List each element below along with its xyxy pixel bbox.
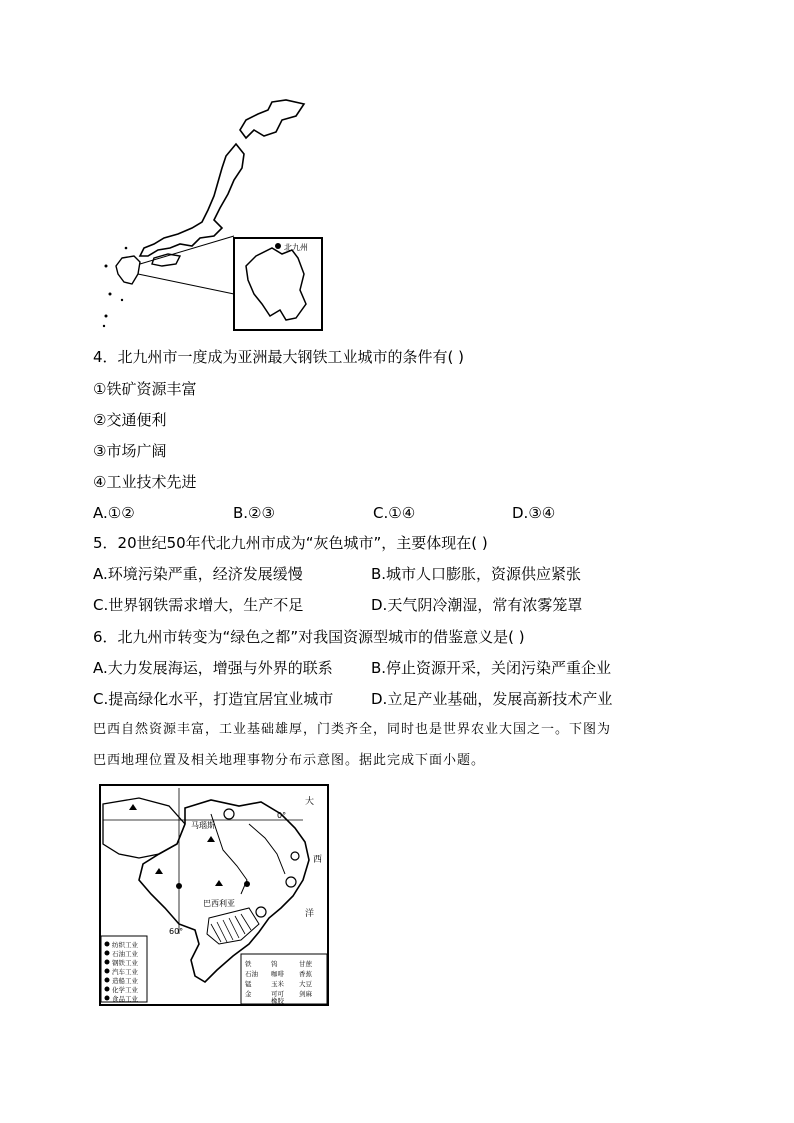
svg-text:橡胶: 橡胶 — [271, 997, 284, 1005]
label-ocean-1: 大 — [305, 797, 315, 807]
q4-option-d[interactable]: D.③④ — [512, 504, 556, 522]
q4-statement-3: ③市场广阔 — [93, 442, 167, 460]
q6-option-c[interactable]: C.提高绿化水平，打造宜居宜业城市 — [93, 690, 334, 708]
svg-text:纺织工业: 纺织工业 — [112, 941, 138, 949]
q6-question: 6．北九州市转变为“绿色之都”对我国资源型城市的借鉴意义是( ) — [93, 628, 525, 646]
svg-text:石油: 石油 — [245, 970, 258, 978]
q6-option-b[interactable]: B.停止资源开采，关闭污染严重企业 — [371, 659, 612, 677]
q5-question: 5．20世纪50年代北九州市成为“灰色城市”，主要体现在( ) — [93, 534, 488, 552]
svg-text:锰: 锰 — [245, 980, 252, 988]
q4-option-b[interactable]: B.②③ — [233, 504, 275, 522]
q4-statement-2: ②交通便利 — [93, 411, 167, 429]
q5-option-a[interactable]: A.环境污染严重，经济发展缓慢 — [93, 565, 303, 583]
svg-text:石油工业: 石油工业 — [112, 950, 138, 958]
kyushu-outline — [116, 256, 140, 284]
japan-map — [96, 98, 328, 334]
svg-text:香蕉: 香蕉 — [299, 970, 312, 978]
svg-text:剑麻: 剑麻 — [299, 990, 312, 998]
legend-resources — [241, 954, 327, 1005]
q6-option-a[interactable]: A.大力发展海运，增强与外界的联系 — [93, 659, 333, 677]
q4-statement-1: ①铁矿资源丰富 — [93, 380, 197, 398]
svg-text:钢铁工业: 钢铁工业 — [112, 959, 138, 967]
label-meridian: 60° — [169, 927, 184, 936]
legend-industries — [101, 936, 147, 1003]
svg-text:汽车工业: 汽车工业 — [112, 968, 138, 976]
svg-text:甘蔗: 甘蔗 — [299, 960, 312, 968]
q4-option-a[interactable]: A.①② — [93, 504, 135, 522]
hokkaido-outline — [240, 100, 304, 138]
brazil-intro-line-1: 巴西自然资源丰富，工业基础雄厚，门类齐全，同时也是世界农业大国之一。下图为 — [93, 722, 612, 737]
label-equator: 0° — [277, 811, 287, 820]
q6-option-d[interactable]: D.立足产业基础，发展高新技术产业 — [371, 690, 613, 708]
q5-option-d[interactable]: D.天气阴冷潮湿，常有浓雾笼罩 — [371, 596, 583, 614]
svg-text:钨: 钨 — [271, 960, 278, 968]
q5-option-b[interactable]: B.城市人口膨胀，资源供应紧张 — [371, 565, 582, 583]
brazil-intro-line-2: 巴西地理位置及相关地理事物分布示意图。据此完成下面小题。 — [93, 753, 486, 768]
q5-option-c[interactable]: C.世界钢铁需求增大，生产不足 — [93, 596, 304, 614]
svg-text:咖啡: 咖啡 — [271, 970, 284, 978]
svg-text:大豆: 大豆 — [299, 980, 312, 988]
q4-statement-4: ④工业技术先进 — [93, 473, 197, 491]
label-brasilia: 巴西利亚 — [203, 899, 235, 908]
q4-option-c[interactable]: C.①④ — [373, 504, 416, 522]
kitakyushu-marker — [275, 243, 281, 249]
q4-question: 4．北九州市一度成为亚洲最大钢铁工业城市的条件有( ) — [93, 348, 465, 366]
svg-text:化学工业: 化学工业 — [112, 986, 138, 994]
label-ocean-3: 洋 — [305, 909, 315, 919]
svg-text:造船工业: 造船工业 — [112, 977, 138, 985]
svg-text:铁: 铁 — [245, 960, 252, 968]
label-manaus: 马瑙斯 — [191, 821, 215, 830]
inset-label: 北九州 — [284, 243, 308, 252]
honshu-outline — [140, 144, 244, 256]
svg-text:金: 金 — [245, 990, 252, 998]
svg-text:玉米: 玉米 — [271, 980, 284, 988]
brazil-map — [99, 784, 329, 1006]
svg-text:食品工业: 食品工业 — [112, 995, 138, 1003]
svg-text:可可: 可可 — [271, 990, 284, 998]
label-ocean-2: 西 — [313, 855, 323, 865]
